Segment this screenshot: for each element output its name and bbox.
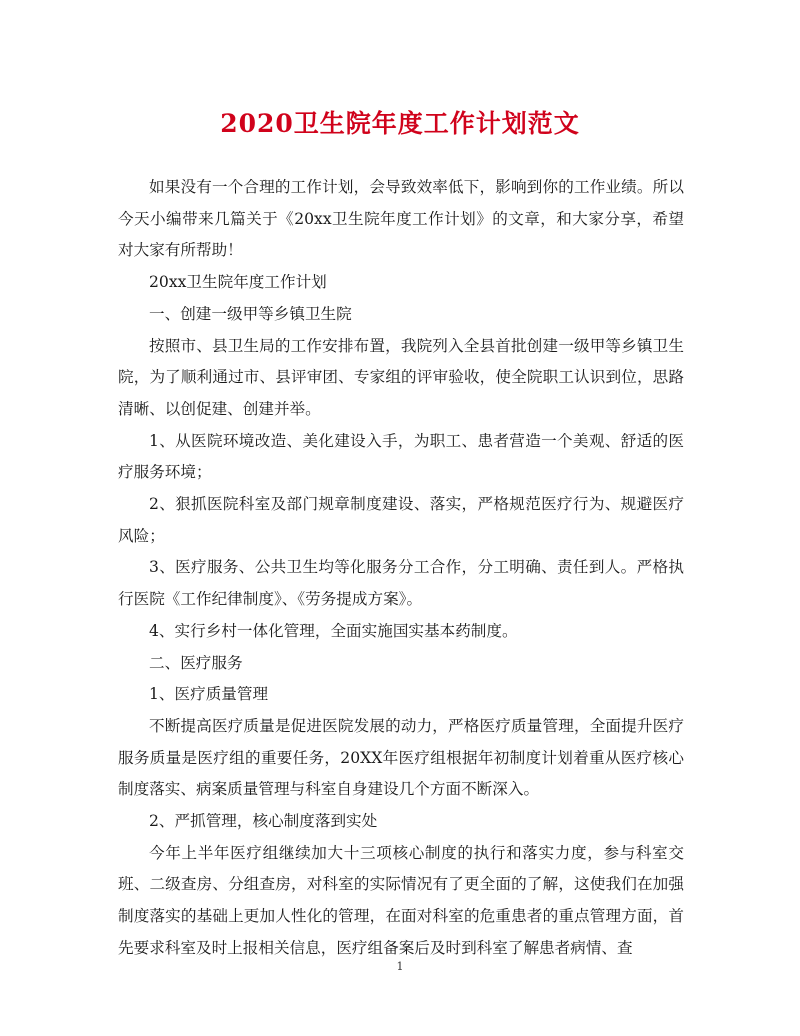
body-paragraph: 不断提高医疗质量是促进医院发展的动力，严格医疗质量管理，全面提升医疗服务质量是医疗组的重要任务，20XX年医疗组根据年初制度计划着重从医疗核心制度落实、病案质量管理与科室自身建设几个方面不断深入。 [118,716,684,799]
subsection-heading: 2、严抓管理，核心制度落到实处 [149,812,378,831]
section-heading: 一、创建一级甲等乡镇卫生院 [149,304,352,323]
body-paragraph: 按照市、县卫生局的工作安排布置，我院列入全县首批创建一级甲等乡镇卫生院，为了顺利通过市、县评审团、专家组的评审验收，使全院职工认识到位，思路清晰、以创促建、创建并举。 [118,336,684,418]
intro-paragraph: 如果没有一个合理的工作计划，会导致效率低下，影响到你的工作业绩。所以今天小编带来几篇关于《20xx卫生院年度工作计划》的文章，和大家分享，希望对大家有所帮助！ [118,178,684,260]
section-heading: 二、医疗服务 [149,653,243,672]
list-item: 2、狠抓医院科室及部门规章制度建设、落实，严格规范医疗行为、规避医疗风险； [118,495,684,545]
list-item: 1、从医院环境改造、美化建设入手，为职工、患者营造一个美观、舒适的医疗服务环境； [118,431,684,482]
section-heading: 20xx卫生院年度工作计划 [149,273,327,292]
page-number: 1 [396,960,404,973]
subsection-heading: 1、医疗质量管理 [149,685,269,704]
document-title: 2020卫生院年度工作计划范文 [220,109,580,138]
document-body [118,172,684,965]
list-item: 4、实行乡村一体化管理，全面实施国实基本药制度。 [149,621,518,640]
body-paragraph: 今年上半年医疗组继续加大十三项核心制度的执行和落实力度，参与科室交班、二级查房、分组查房，对科室的实际情况有了更全面的了解，这使我们在加强制度落实的基础上更加人性化的管理，在面对科室的危重患者的重点管理方面，首先要求科室及时上报相关信息，医疗组备案后及时到科室了解患者病情、查 [118,843,684,957]
list-item: 3、医疗服务、公共卫生均等化服务分工合作，分工明确、责任到人。严格执行医院《工作纪律制度》、《劳务提成方案》。 [118,558,684,609]
